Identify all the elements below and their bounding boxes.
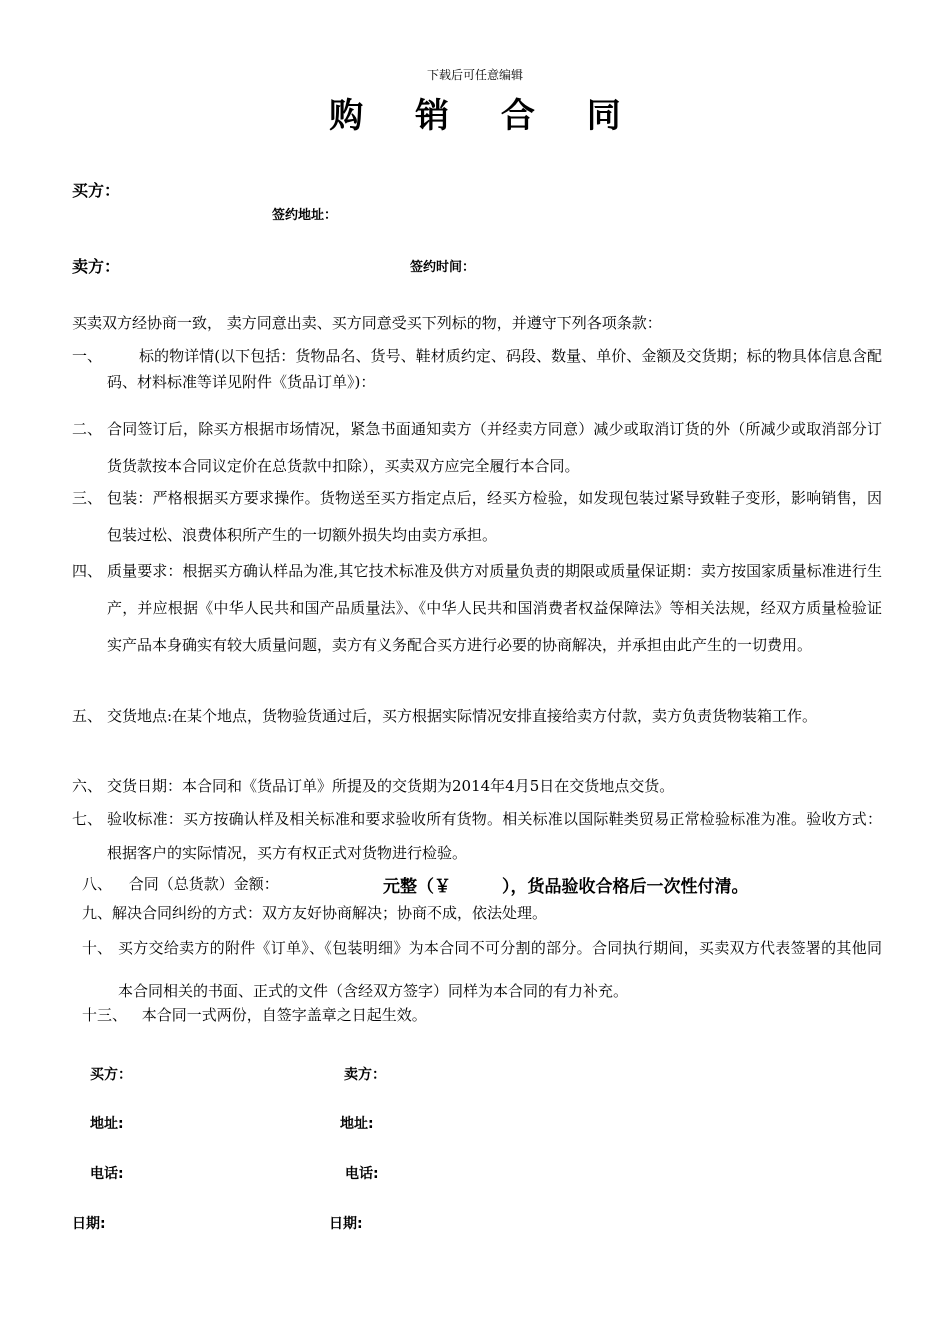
clause-text: 验收标准：买方按确认样及相关标准和要求验收所有货物。相关标准以国际鞋类贸易正常检验标准为准。验收方式：根据客户的实际情况，买方有权正式对货物进行检验。 <box>107 810 882 862</box>
clause-number: 五、 <box>72 707 103 725</box>
clause-text: 包装：严格根据买方要求操作。货物送至买方指定点后，经买方检验，如发现包装过紧导致鞋子变形，影响销售，因包装过松、浪费体积所产生的一切额外损失均由卖方承担。 <box>107 489 882 544</box>
sign-seller: 卖方： <box>344 1067 386 1083</box>
clause-number: 三、 <box>72 489 103 507</box>
clause-text: 买方交给卖方的附件《订单》、《包装明细》为本合同不可分割的部分。合同执行期间，买卖双方代表签署的其他同本合同相关的书面、正式的文件（含经双方签字）同样为本合同的有力补充。 <box>118 939 882 1000</box>
clause-9: 九、解决合同纠纷的方式：双方友好协商解决；协商不成，依法处理。 <box>82 904 548 922</box>
sign-date-buyer: 日期: <box>72 1216 106 1232</box>
amount-label: 合同（总货款）金额： <box>128 875 279 893</box>
clause-3 <box>72 480 882 554</box>
contract-title: 购 销 合 同 <box>329 96 641 136</box>
clause-8 <box>82 873 279 894</box>
clause-6 <box>72 768 882 805</box>
clause-number: 一、 <box>72 347 103 365</box>
sign-address-buyer: 地址: <box>90 1116 124 1132</box>
clause-1 <box>72 343 882 395</box>
sign-date-seller: 日期: <box>329 1216 363 1232</box>
clause-4 <box>72 553 882 664</box>
sign-phone-seller: 电话: <box>345 1166 379 1182</box>
clause-number: 十、 <box>82 939 113 957</box>
amount-terms: 元整（￥ ），货品验收合格后一次性付清。 <box>383 877 749 897</box>
clause-7 <box>72 802 882 870</box>
clause-text: 本合同一式两份，自签字盖章之日起生效。 <box>141 1006 427 1024</box>
clause-text: 标的物详情(以下包括：货物品名、货号、鞋材质约定、码段、数量、单价、金额及交货期；标的物具体信息含配码、材料标准等详见附件《货品订单》)： <box>107 347 882 391</box>
intro-text: 买卖双方经协商一致， 卖方同意出卖、买方同意受买下列标的物，并遵守下列各项条款： <box>72 314 662 332</box>
clause-number: 十三、 <box>82 1006 128 1024</box>
clause-text: 合同签订后，除买方根据市场情况，紧急书面通知卖方（并经卖方同意）减少或取消订货的外（所减少或取消部分订货货款按本合同议定价在总货款中扣除），买卖双方应完全履行本合同。 <box>107 420 882 475</box>
clause-text: 交货地点:在某个地点，货物验货通过后，买方根据实际情况安排直接给卖方付款，卖方负责货物装箱工作。 <box>107 707 818 725</box>
clause-number: 二、 <box>72 420 103 438</box>
seller-label: 卖方： <box>72 257 121 276</box>
clause-number: 六、 <box>72 777 103 795</box>
clause-2 <box>72 411 882 485</box>
clause-5 <box>72 698 882 735</box>
buyer-label: 买方： <box>72 181 121 200</box>
clause-number: 四、 <box>72 562 103 580</box>
sign-time-label: 签约时间： <box>410 260 476 275</box>
sign-address-seller: 地址: <box>340 1116 374 1132</box>
clause-13 <box>82 1004 427 1025</box>
sign-phone-buyer: 电话: <box>90 1166 124 1182</box>
clause-text: 质量要求：根据买方确认样品为准,其它技术标准及供方对质量负责的期限或质量保证期：卖方按国家质量标准进行生产，并应根据《中华人民共和国产品质量法》、《中华人民共和国消费者权益保障法》等相关法规，经双方质量检验证实产品本身确实有较大质量问题，卖方有义务配合买方进行必要的协商解决，并承担由此产生的一切费用。 <box>107 562 882 654</box>
sign-place-label: 签约地址： <box>272 208 338 223</box>
clause-10 <box>82 927 882 1013</box>
clause-text: 交货日期：本合同和《货品订单》所提及的交货期为2014年4月5日在交货地点交货。 <box>107 777 675 795</box>
clause-number: 七、 <box>72 810 103 828</box>
download-note: 下载后可任意编辑 <box>426 68 523 82</box>
sign-buyer: 买方： <box>90 1067 132 1083</box>
clause-number: 八、 <box>82 875 113 893</box>
